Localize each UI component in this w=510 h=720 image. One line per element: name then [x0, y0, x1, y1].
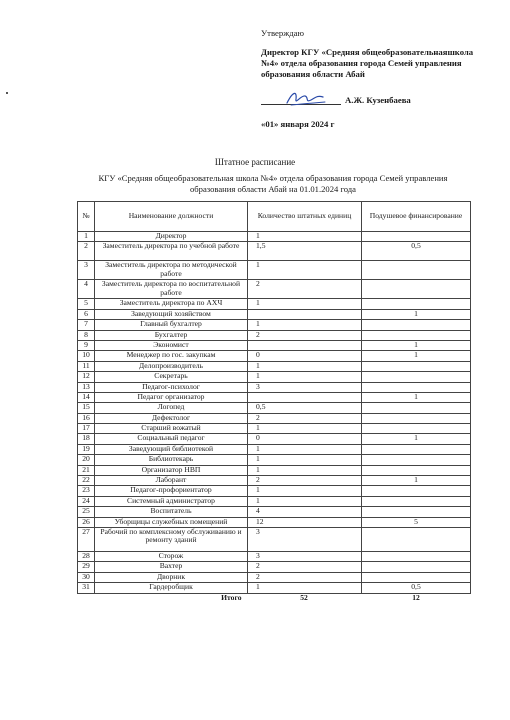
table-row — [78, 424, 471, 434]
total-row — [78, 593, 471, 603]
table-row — [78, 392, 471, 402]
position-name-cell: Бухгалтер — [95, 330, 248, 340]
position-name-cell: Организатор НВП — [95, 465, 248, 475]
per-capita-funding-cell: 0,5 — [362, 583, 471, 593]
row-number-cell: 29 — [78, 562, 95, 572]
table-row — [78, 242, 471, 261]
signer-name: А.Ж. Кузенбаева — [345, 95, 411, 105]
row-number-cell: 16 — [78, 413, 95, 423]
staff-units-cell: 3 — [248, 551, 362, 561]
row-number-cell: 13 — [78, 382, 95, 392]
row-number-cell: 4 — [78, 280, 95, 299]
per-capita-funding-cell — [362, 361, 471, 371]
row-number-cell: 12 — [78, 372, 95, 382]
table-row — [78, 261, 471, 280]
position-name-cell: Секретарь — [95, 372, 248, 382]
per-capita-funding-cell: 1 — [362, 392, 471, 402]
staff-units-cell: 0,5 — [248, 403, 362, 413]
row-number-cell: 22 — [78, 476, 95, 486]
row-number-cell: 25 — [78, 507, 95, 517]
position-name-cell: Библиотекарь — [95, 455, 248, 465]
row-number-cell: 8 — [78, 330, 95, 340]
table-row — [78, 527, 471, 551]
table-body — [78, 232, 471, 604]
position-name-cell: Гардеробщик — [95, 583, 248, 593]
staff-units-cell: 1 — [248, 455, 362, 465]
staff-units-cell: 1 — [248, 320, 362, 330]
header-number: № — [78, 202, 95, 232]
position-name-cell: Главный бухгалтер — [95, 320, 248, 330]
row-number-cell: 31 — [78, 583, 95, 593]
table-row — [78, 299, 471, 309]
per-capita-funding-cell: 1 — [362, 476, 471, 486]
row-number-cell: 23 — [78, 486, 95, 496]
staff-units-cell: 1 — [248, 444, 362, 454]
table-row — [78, 372, 471, 382]
staff-units-cell: 1 — [248, 583, 362, 593]
table-row — [78, 562, 471, 572]
total-per-capita-funding: 12 — [412, 592, 420, 602]
table-row — [78, 413, 471, 423]
document-subtitle: КГУ «Средняя общеобразовательная школа №4» отдела образования города Семей управления образования области Абай на 01.01.2024 года — [98, 173, 448, 194]
row-number-cell: 15 — [78, 403, 95, 413]
header-per-capita-funding: Подушевое финансирование — [362, 202, 471, 232]
table-row — [78, 434, 471, 444]
per-capita-funding-cell — [362, 444, 471, 454]
table-row — [78, 309, 471, 319]
table-row — [78, 465, 471, 475]
per-capita-funding-cell — [362, 486, 471, 496]
staff-units-cell — [248, 340, 362, 350]
staff-units-cell: 3 — [248, 527, 362, 551]
position-name-cell: Экономист — [95, 340, 248, 350]
row-number-cell: 30 — [78, 572, 95, 582]
row-number-cell: 21 — [78, 465, 95, 475]
table-row — [78, 280, 471, 299]
position-name-cell: Социальный педагог — [95, 434, 248, 444]
position-name-cell: Старший вожатый — [95, 424, 248, 434]
position-name-cell: Заместитель директора по учебной работе — [95, 242, 248, 261]
table-row — [78, 572, 471, 582]
row-number-cell: 9 — [78, 340, 95, 350]
table-row — [78, 330, 471, 340]
staff-units-cell: 2 — [248, 562, 362, 572]
table-row — [78, 486, 471, 496]
row-number-cell: 24 — [78, 496, 95, 506]
table-row — [78, 476, 471, 486]
row-number-cell: 19 — [78, 444, 95, 454]
per-capita-funding-cell — [362, 299, 471, 309]
staff-units-cell: 1 — [248, 486, 362, 496]
per-capita-funding-cell — [362, 280, 471, 299]
table-row — [78, 507, 471, 517]
staff-units-cell: 1 — [248, 232, 362, 242]
row-number-cell: 18 — [78, 434, 95, 444]
per-capita-funding-cell: 0,5 — [362, 242, 471, 261]
row-number-cell: 28 — [78, 551, 95, 561]
per-capita-funding-cell — [362, 413, 471, 423]
position-name-cell: Лаборант — [95, 476, 248, 486]
position-name-cell: Воспитатель — [95, 507, 248, 517]
table-row — [78, 351, 471, 361]
row-number-cell: 11 — [78, 361, 95, 371]
director-position: Директор КГУ «Средняя общеобразовательнаяшкола №4» отдела образования города Семей управления образования области Абай — [261, 47, 474, 79]
position-name-cell: Сторож — [95, 551, 248, 561]
position-name-cell: Уборщицы служебных помещений — [95, 517, 248, 527]
table-row — [78, 232, 471, 242]
staff-units-cell: 2 — [248, 572, 362, 582]
per-capita-funding-cell: 1 — [362, 340, 471, 350]
row-number-cell: 6 — [78, 309, 95, 319]
per-capita-funding-cell — [362, 372, 471, 382]
total-staff-units: 52 — [300, 592, 308, 602]
approval-date: «01» января 2024 г — [261, 119, 335, 129]
position-name-cell: Дворник — [95, 572, 248, 582]
staff-units-cell: 1 — [248, 496, 362, 506]
per-capita-funding-cell — [362, 572, 471, 582]
per-capita-funding-cell: 1 — [362, 351, 471, 361]
staff-units-cell: 1 — [248, 299, 362, 309]
staff-units-cell: 1,5 — [248, 242, 362, 261]
per-capita-funding-cell — [362, 424, 471, 434]
table-row — [78, 320, 471, 330]
per-capita-funding-cell — [362, 562, 471, 572]
table-header — [78, 202, 471, 232]
scan-speck — [6, 92, 8, 94]
header-position-name: Наименование должности — [95, 202, 248, 232]
staff-units-cell: 4 — [248, 507, 362, 517]
position-name-cell: Заместитель директора по методической работе — [95, 261, 248, 280]
table-row — [78, 517, 471, 527]
handwritten-signature — [283, 87, 327, 109]
position-name-cell: Системный администратор — [95, 496, 248, 506]
per-capita-funding-cell — [362, 403, 471, 413]
staff-units-cell — [248, 309, 362, 319]
staff-units-cell: 0 — [248, 434, 362, 444]
per-capita-funding-cell — [362, 320, 471, 330]
per-capita-funding-cell — [362, 232, 471, 242]
position-name-cell: Рабочий по комплексному обслуживанию и ремонту зданий — [95, 527, 248, 551]
row-number-cell: 2 — [78, 242, 95, 261]
row-number-cell: 3 — [78, 261, 95, 280]
row-number-cell: 1 — [78, 232, 95, 242]
table-row — [78, 444, 471, 454]
per-capita-funding-cell — [362, 455, 471, 465]
position-name-cell: Педагог организатор — [95, 392, 248, 402]
per-capita-funding-cell: 1 — [362, 309, 471, 319]
table-row — [78, 340, 471, 350]
staff-units-cell: 1 — [248, 372, 362, 382]
table-row — [78, 496, 471, 506]
approval-block — [261, 28, 491, 130]
row-number-cell: 7 — [78, 320, 95, 330]
row-number-cell: 26 — [78, 517, 95, 527]
per-capita-funding-cell — [362, 527, 471, 551]
table-row — [78, 382, 471, 392]
row-number-cell: 20 — [78, 455, 95, 465]
per-capita-funding-cell — [362, 465, 471, 475]
table-row — [78, 583, 471, 593]
staff-units-cell: 1 — [248, 261, 362, 280]
staff-units-cell: 1 — [248, 361, 362, 371]
position-name-cell: Директор — [95, 232, 248, 242]
position-name-cell: Заместитель директора по АХЧ — [95, 299, 248, 309]
row-number-cell: 17 — [78, 424, 95, 434]
per-capita-funding-cell — [362, 261, 471, 280]
row-number-cell: 5 — [78, 299, 95, 309]
row-number-cell: 10 — [78, 351, 95, 361]
staff-units-cell: 1 — [248, 465, 362, 475]
staff-units-cell: 0 — [248, 351, 362, 361]
per-capita-funding-cell — [362, 330, 471, 340]
position-name-cell: Дефектолог — [95, 413, 248, 423]
table-row — [78, 403, 471, 413]
position-name-cell: Педагог-психолог — [95, 382, 248, 392]
table-row — [78, 455, 471, 465]
header-row — [78, 202, 471, 232]
position-name-cell: Заместитель директора по воспитательной работе — [95, 280, 248, 299]
staff-units-cell: 3 — [248, 382, 362, 392]
position-name-cell: Делопроизводитель — [95, 361, 248, 371]
position-name-cell: Менеджер по гос. закупкам — [95, 351, 248, 361]
per-capita-funding-cell — [362, 496, 471, 506]
row-number-cell: 14 — [78, 392, 95, 402]
per-capita-funding-cell — [362, 551, 471, 561]
per-capita-funding-cell — [362, 507, 471, 517]
header-staff-units: Количество штатных единиц — [248, 202, 362, 232]
position-name-cell: Заведующий хозяйством — [95, 309, 248, 319]
approve-word: Утверждаю — [261, 28, 304, 38]
total-label: Итого — [221, 592, 242, 602]
staff-units-cell: 2 — [248, 413, 362, 423]
staff-units-cell: 2 — [248, 280, 362, 299]
row-number-cell: 27 — [78, 527, 95, 551]
staff-units-cell: 12 — [248, 517, 362, 527]
table-row — [78, 551, 471, 561]
position-name-cell: Логопед — [95, 403, 248, 413]
signature-row — [261, 87, 491, 109]
staff-table — [77, 201, 471, 603]
staff-units-cell: 2 — [248, 476, 362, 486]
position-name-cell: Заведующий библиотекой — [95, 444, 248, 454]
staff-units-cell: 2 — [248, 330, 362, 340]
staff-units-cell: 1 — [248, 424, 362, 434]
position-name-cell: Педагог-профориентатор — [95, 486, 248, 496]
per-capita-funding-cell: 5 — [362, 517, 471, 527]
per-capita-funding-cell: 1 — [362, 434, 471, 444]
position-name-cell: Вахтер — [95, 562, 248, 572]
table-row — [78, 361, 471, 371]
document-title: Штатное расписание — [214, 157, 296, 167]
staff-units-cell — [248, 392, 362, 402]
per-capita-funding-cell — [362, 382, 471, 392]
